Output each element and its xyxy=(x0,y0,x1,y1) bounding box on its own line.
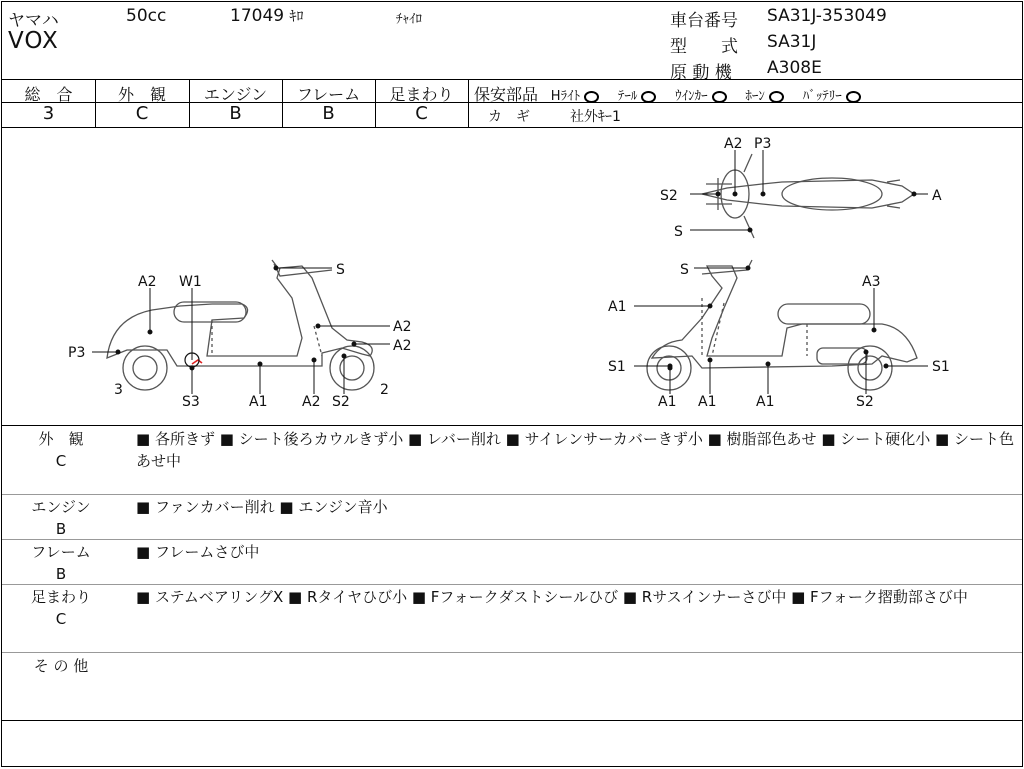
ok-mark-icon xyxy=(769,91,784,103)
grade-exterior-label: 外 観 xyxy=(117,85,166,104)
remark-engine-text: ■ ファンカバー削れ ■ エンジン音小 xyxy=(136,498,388,516)
ok-mark-icon xyxy=(846,91,861,103)
grade-frame-value: B xyxy=(322,103,335,124)
label-left-3: 3 xyxy=(114,382,123,398)
remark-frame-text: ■ フレームさび中 xyxy=(136,543,260,561)
label-left-a2: A2 xyxy=(138,274,157,290)
mileage-unit: ｷﾛ xyxy=(289,9,304,25)
label-top-s2: S2 xyxy=(660,188,678,204)
damage-diagram xyxy=(2,128,1022,426)
grade-overall-value: 3 xyxy=(42,103,55,124)
grade-suspension-value: C xyxy=(415,103,428,124)
safety-item-winker: ｳｲﾝｶｰ xyxy=(675,89,727,104)
label-right-s1-r: S1 xyxy=(932,359,950,375)
type: SA31J xyxy=(767,32,817,52)
engine-label: 原 動 機 xyxy=(670,63,732,83)
safety-item-battery: ﾊﾞｯﾃﾘｰ xyxy=(803,89,861,104)
remark-exterior-label: 外 観 C xyxy=(38,430,84,470)
safety-label: 保安部品 xyxy=(474,85,539,104)
label-right-s2: S2 xyxy=(856,394,874,410)
label-left-s3: S3 xyxy=(182,394,200,410)
safety-item-headlight: Hﾗｲﾄ xyxy=(551,89,599,104)
key-label: カ ギ xyxy=(488,109,530,125)
grade-overall-label: 総 合 xyxy=(24,85,73,104)
mileage-value: 17049 xyxy=(230,6,285,26)
label-right-s: S xyxy=(680,262,689,278)
label-top-a: A xyxy=(932,188,942,204)
label-right-a3: A3 xyxy=(862,274,881,290)
remark-other-label: そ の 他 xyxy=(33,657,89,675)
label-top-s: S xyxy=(674,224,683,240)
remark-exterior-text: ■ 各所きず ■ シート後ろカウルきず小 ■ レバー削れ ■ サイレンサーカバーきず小 ■ 樹脂部色あせ ■ シート硬化小 ■ シート色あせ中 xyxy=(136,430,1014,470)
damage-mark-icon xyxy=(192,360,202,364)
label-left-a2-r2: A2 xyxy=(393,338,412,354)
ok-mark-icon xyxy=(584,91,599,103)
ok-mark-icon xyxy=(712,91,727,103)
engine: A308E xyxy=(767,58,822,78)
label-right-a1-b1: A1 xyxy=(658,394,677,410)
frame-no: SA31J-353049 xyxy=(767,6,887,26)
type-label: 型 式 xyxy=(670,37,738,57)
frame-no-label: 車台番号 xyxy=(670,11,738,31)
grade-exterior-value: C xyxy=(135,103,149,124)
label-right-a1-b2: A1 xyxy=(698,394,717,410)
label-top-a2: A2 xyxy=(724,136,743,152)
label-right-a1-b3: A1 xyxy=(756,394,775,410)
model-name: VOX xyxy=(8,28,59,54)
grade-engine-value: B xyxy=(229,103,242,124)
color: ﾁｬｲﾛ xyxy=(396,12,422,27)
maker: ヤマハ xyxy=(8,11,59,31)
safety-item-tail: ﾃｰﾙ xyxy=(618,89,657,104)
remark-suspension-text: ■ ステムベアリングX ■ Rタイヤひび小 ■ Fフォークダストシールひび ■ Rサスインナーさび中 ■ Fフォーク摺動部さび中 xyxy=(136,588,968,606)
remark-suspension-label: 足まわり C xyxy=(30,588,91,628)
grade-frame-label: フレーム xyxy=(296,85,361,104)
safety-item-horn: ﾎｰﾝ xyxy=(745,89,784,104)
label-left-w1: W1 xyxy=(179,274,202,290)
label-left-s: S xyxy=(336,262,345,278)
label-left-2: 2 xyxy=(380,382,389,398)
divider xyxy=(2,79,1022,80)
label-left-p3: P3 xyxy=(68,345,86,361)
label-left-s2: S2 xyxy=(332,394,350,410)
label-right-s1-l: S1 xyxy=(608,359,626,375)
ok-mark-icon xyxy=(641,91,656,103)
safety-parts xyxy=(474,82,861,105)
mileage xyxy=(230,6,304,26)
inspection-sheet xyxy=(1,1,1023,767)
grade-suspension-label: 足まわり xyxy=(389,85,454,104)
remark-engine-label: エンジン B xyxy=(31,498,91,538)
label-left-a2-b: A2 xyxy=(302,394,321,410)
label-left-a2-r1: A2 xyxy=(393,319,412,335)
grade-engine-label: エンジン xyxy=(203,85,268,104)
label-right-a1: A1 xyxy=(608,299,627,315)
label-top-p3: P3 xyxy=(754,136,772,152)
key-value: 社外ｷｰ1 xyxy=(570,109,621,125)
remark-frame-label: フレーム B xyxy=(31,543,91,583)
displacement: 50cc xyxy=(126,6,167,26)
label-left-a1: A1 xyxy=(249,394,268,410)
